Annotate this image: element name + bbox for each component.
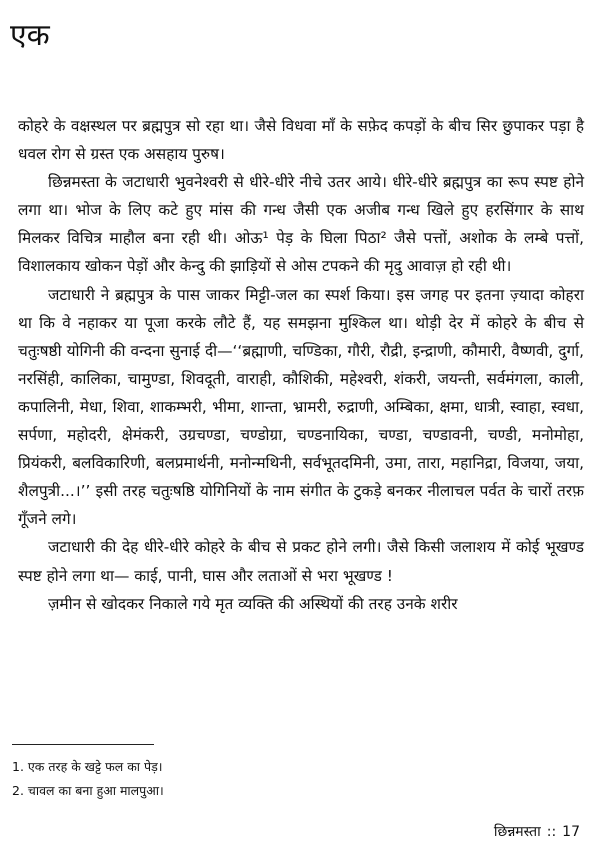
paragraph: जटाधारी ने ब्रह्मपुत्र के पास जाकर मिट्टी-जल का स्पर्श किया। इस जगह पर इतना ज़्यादा कोहरा था कि वे नहाकर या पूजा करके लौटे हैं, यह समझना मुश्किल था। थोड़ी देर में कोहरे के बीच से चतुःषष्ठी योगिनी की वन्दना सुनाई दी—‘‘ब्रह्माणी, चण्डिका, गौरी, रौद्री, इन्द्राणी, कौमारी, वैष्णवी, दुर्गा, नरसिंही, कालिका, चामुण्डा, शिवदूती, वाराही, कौशिकी, महेश्वरी, शंकरी, जयन्ती, सर्वमंगला, काली, कपालिनी, मेधा, शिवा, शाकम्भरी, भीमा, शान्ता, भ्रामरी, रुद्राणी, अम्बिका, क्षमा, धात्री, स्वाहा, स्वधा, सर्पणा, महोदरी, क्षेमंकरी, उग्रचण्डा, चण्डोग्रा, चण्डनायिका, चण्डा, चण्डावनी, चण्डी, मनोमोहा, प्रियंकरी, बलविकारिणी, बलप्रमार्थनी, मनोन्मथिनी, सर्वभूतदमिनी, उमा, तारा, महानिद्रा, विजया, जया, शैलपुत्री...।’’ इसी तरह चतुःषष्ठि योगिनियों के नाम संगीत के टुकड़े बनकर नीलाचल पर्वत के चारों तरफ़ गूँजने लगे।	[18, 285, 584, 529]
footer-separator: ::	[546, 824, 557, 840]
body-text	[18, 112, 584, 618]
running-book-title: छिन्नमस्ता	[493, 824, 541, 840]
chapter-title: एक	[10, 18, 50, 53]
footnote-1: 1. एक तरह के खट्टे फल का पेड़।	[12, 759, 163, 774]
page-number: 17	[562, 824, 580, 840]
paragraph: जटाधारी की देह धीरे-धीरे कोहरे के बीच से प्रकट होने लगी। जैसे किसी जलाशय में कोई भूखण्ड स्पष्ट होने लगा था— काई, पानी, घास और लताओं से भरा भूखण्ड !	[18, 538, 584, 585]
footnotes	[12, 755, 572, 803]
footnote-2: 2. चावल का बना हुआ मालपुआ।	[12, 783, 164, 798]
paragraph: छिन्नमस्ता के जटाधारी भुवनेश्वरी से धीरे-धीरे नीचे उतर आये। धीरे-धीरे ब्रह्मपुत्र का रूप स्पष्ट होने लगा था। भोज के लिए कटे हुए मांस की गन्ध जैसी एक अजीब गन्ध खिले हुए हरसिंगार के साथ मिलकर विचित्र माहौल बना रही थी। ओऊ¹ पेड़ के घिला पिठा² जैसे पत्तों, अशोक के लम्बे पत्तों, विशालकाय खोकन पेड़ों और केन्दु की झाड़ियों से ओस टपकने की मृदु आवाज़ हो रही थी।	[18, 173, 584, 276]
paragraph: कोहरे के वक्षस्थल पर ब्रह्मपुत्र सो रहा था। जैसे विधवा माँ के सफ़ेद कपड़ों के बीच सिर छुपाकर पड़ा है धवल रोग से ग्रस्त एक असहाय पुरुष।	[18, 117, 584, 164]
paragraph: ज़मीन से खोदकर निकाले गये मृत व्यक्ति की अस्थियों की तरह उनके शरीर	[48, 594, 458, 613]
page-footer	[494, 822, 580, 842]
footnote-divider	[12, 744, 154, 745]
